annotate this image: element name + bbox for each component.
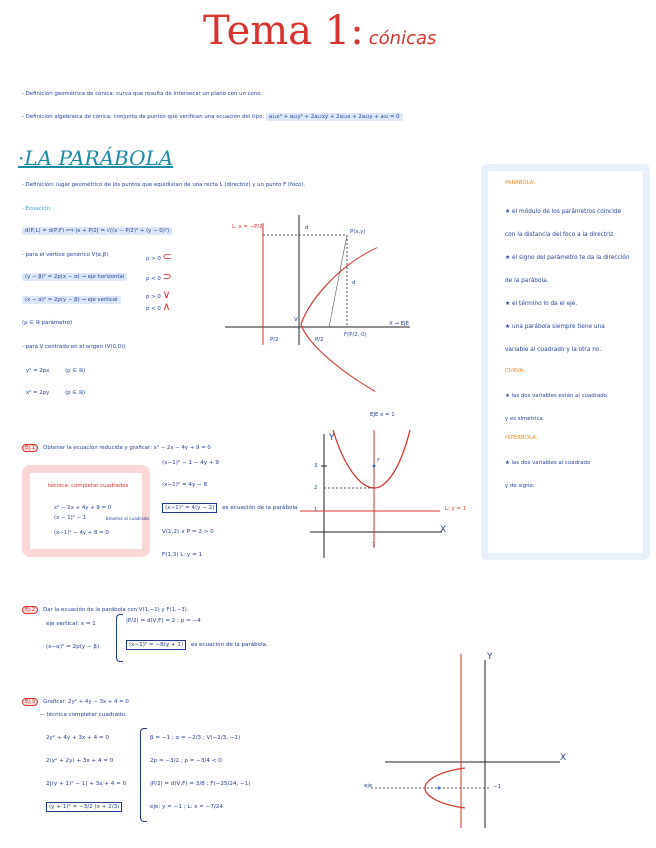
ex1-graph-l: L: y = 1 [445, 506, 467, 512]
case-2-label: p < 0 [146, 276, 161, 282]
ex3-line-4 [46, 803, 122, 811]
title-sub: cónicas [368, 28, 437, 49]
origin-eq2-note: (p ∈ ℝ) [65, 390, 86, 396]
sidebar-title: PARÁBOLA: [505, 180, 536, 186]
exercise1-label: Ej.1 [22, 444, 38, 452]
general-vertex: - para el vértice genérico V(α,β) [22, 252, 109, 258]
case-1-label: p > 0 [146, 256, 161, 262]
sidebar-bullet-1: ★ el módulo de los parámetros coincide con la distancia del foco a la directriz. [505, 209, 622, 238]
ex1-graph-y2: 2 [314, 485, 318, 491]
graph-axis-label: X → EJE [389, 321, 410, 327]
sidebar-bullet-3: ★ el término lo da el eje. [505, 301, 578, 307]
definition-algebraic-text: - Definición algebraica de cónica: conjunto de puntos que verifican una ecuación del tipo: [22, 114, 265, 120]
ex3-line-3: 2[(y + 1)² − 1] + 3x + 4 = 0 [46, 781, 127, 787]
distance-eq: d(P,L) = d(P,F) ⟺ |x + P/2| = √((x − P/2)² + (y − 0)²) [22, 227, 172, 235]
ex3-right-2: 2p = −3/2 ; p = −3/4 < 0 [150, 758, 222, 764]
exercise1-statement: Obtener la ecuación reducida y graficar: x² − 2x − 4y + 9 = 0 [43, 445, 211, 451]
ex1-step-3-boxed: (x−1)² = 4(y − 2) [162, 503, 217, 513]
graph-d2: d [352, 280, 356, 286]
case-2 [146, 270, 172, 283]
definition-geometric: - Definición geométrica de cónica: curva que resulta de intersecar un plano con un cono. [22, 91, 263, 97]
ex2-note: es ecuación de la parábola. [190, 642, 268, 648]
sidebar-section2-bullet-2: y es simétrica. [505, 416, 545, 422]
technique-line-3: (x−1)² − 4y + 8 = 0 [54, 530, 109, 536]
title-main: Tema 1: [203, 8, 364, 54]
ex1-graph-eje: EJE x = 1 [370, 412, 395, 418]
p-parameter: (p ∈ ℝ parámetro) [22, 320, 73, 326]
ex1-step-1: (x−1)² − 1 − 4y + 9 [162, 460, 219, 466]
ex3-right-4: eje: y = −1 ; L: x = −7/24 [150, 804, 223, 810]
ex3-line-4-boxed: (y + 1)² = −3/2 (x + 2/3) [46, 802, 122, 812]
origin-eq1-note: (p ∈ ℝ) [65, 368, 86, 374]
ex3-graph-ylabel: Y [487, 652, 493, 662]
exercise3-statement: Graficar: 2y² + 4y − 3x + 4 = 0 [43, 699, 129, 705]
graph-focus: F(P/2, 0) [344, 332, 367, 338]
ex1-graph-ylabel: Y [329, 433, 335, 443]
exercise3-label: Ej.3 [22, 698, 38, 706]
ex3-focus-dot [438, 787, 441, 790]
ex2-line-1: eje vertical: x = 1 [46, 621, 96, 627]
technique-note: binomio al cuadrado [106, 516, 149, 521]
ex1-graph-y1: 1 [314, 507, 318, 513]
eq-vertical-text: (x − α)² = 2p(y − β) → eje vertical [22, 296, 121, 304]
exercise2-header [22, 596, 189, 615]
case-1 [146, 250, 172, 263]
ex3-right-3: |P/2| = d(V,F) = 3/8 ; F(−25/24, −1) [150, 781, 251, 787]
exercise1-header [22, 434, 211, 453]
ex2-brace [116, 614, 123, 662]
origin-eq1-text: y² = 2px [26, 368, 50, 374]
eq-vertical [22, 297, 121, 304]
exercise2-statement: Dar la ecuación de la parábola con V(1,−1) y F(1,−3). [43, 607, 189, 613]
page-title [203, 8, 436, 54]
sidebar-section3-title: HIPÉRBOLA: [505, 435, 538, 441]
ex3-line-1: 2y² + 4y + 3x + 4 = 0 [46, 735, 109, 741]
ex1-boxed-note: es ecuación de la parábola [222, 505, 298, 511]
ex1-step-4: V(1,2) ∨ P = 2 > 0 [162, 529, 214, 535]
technique-box [22, 465, 150, 557]
eq-horizontal [22, 274, 127, 281]
ex1-parabola-curve [333, 430, 410, 488]
graph-half2: P/2 [315, 337, 324, 343]
technique-title: técnica: completar cuadrados [48, 483, 129, 489]
graph-focus-line [329, 235, 347, 327]
ex3-graph-m1: −1 [493, 784, 501, 790]
definition-algebraic-equation: a₁₁x² + a₂₂y² + 2a₁₂xy + 2a₁₃x + 2a₂₃y + a₃₃ = 0 [266, 113, 403, 121]
sidebar-section3-bullet-1: ★ las dos variables al cuadrado [505, 460, 591, 466]
ex3-graph [355, 650, 575, 830]
sidebar-section2-bullet-1: ★ las dos variables están al cuadrado [505, 393, 607, 399]
origin-eq1 [26, 368, 85, 375]
origin-eq2-text: x² = 2py [26, 390, 50, 396]
sidebar-section3-bullet-2: y de signo. [505, 483, 535, 489]
graph-vertex: V [294, 317, 298, 323]
eq-horizontal-text: (y − β)² = 2p(x − α) → eje horizontal [22, 273, 127, 281]
ex2-line-3: |P/2| = d(V,F) = 2 ; p = −4 [126, 618, 201, 624]
sidebar-section2-title: CURVA: [505, 368, 525, 374]
ex1-step-5: F(1,3) L: y = 1 [162, 552, 203, 558]
graph-d1: d [305, 225, 309, 231]
case-3-symbol: ∨ [162, 288, 171, 301]
graph-point: P(x,y) [350, 229, 366, 235]
exercise3-header [22, 688, 129, 707]
parabola-definition: - Definición: lugar geométrico de los puntos que equidistan de una recta L (directriz) y un punto F (foco). [22, 182, 306, 188]
origin-vertex: - para V centrado en el origen (V(0,0)) [22, 344, 126, 350]
ex3-graph-eje: eje [364, 783, 373, 789]
technique-line-2: (x − 1)² − 1 [54, 515, 87, 521]
definition-algebraic [22, 114, 403, 121]
ex2-line-2: (x−α)² = 2p(y − β) [46, 644, 100, 650]
ex1-graph [300, 420, 450, 560]
sidebar-bullet-4: ★ una parábola siempre tiene una variable al cuadrado y la otra no. [505, 324, 605, 353]
exercise2-label: Ej.2 [22, 606, 38, 614]
graph-half1: P/2 [270, 337, 279, 343]
case-1-symbol: ⊂ [162, 250, 172, 263]
ex3-right-1: β = −1 ; α = −2/3 ; V(−2/3, −1) [150, 735, 241, 741]
ex1-graph-xlabel: X [440, 525, 447, 535]
graph-directrix-label: L: x = −P/2 [232, 224, 263, 230]
parabola-heading: ·LA PARÁBOLA [18, 146, 174, 170]
ex3-line-2: 2(y² + 2y) + 3x + 4 = 0 [46, 758, 114, 764]
sidebar-content [505, 180, 630, 498]
ex3-graph-xlabel: X [560, 753, 567, 763]
case-4-label: p < 0 [146, 306, 161, 312]
ex1-graph-x1: 1 [372, 542, 376, 548]
ex2-boxed: (x−1)² = −8(y + 1) [126, 640, 186, 650]
case-3-label: p > 0 [146, 294, 161, 300]
ex2-result [126, 641, 268, 649]
graph-parabola-curve [301, 248, 377, 392]
case-2-symbol: ⊃ [162, 270, 172, 283]
origin-eq2 [26, 390, 85, 397]
ex1-focus-dot [373, 465, 376, 468]
parabola-equation-label: - Ecuación: [22, 206, 52, 212]
ex3-technique: − técnica completar cuadrado. [40, 712, 127, 718]
case-4 [146, 300, 171, 313]
sidebar-bullet-2: ★ el signo del parámetro te da la dirección de la parábola. [505, 255, 630, 284]
ex1-graph-f: F [377, 458, 381, 464]
ex1-step-3 [162, 504, 297, 512]
ex1-graph-y3: 3 [314, 463, 318, 469]
ex3-brace [140, 728, 147, 822]
case-4-symbol: ∧ [162, 300, 171, 313]
ex1-step-2: (x−1)² = 4y − 8 [162, 482, 208, 488]
parabola-distance-eq [22, 228, 172, 235]
technique-line-1: x² − 2x + 4y + 9 = 0 [54, 505, 112, 511]
